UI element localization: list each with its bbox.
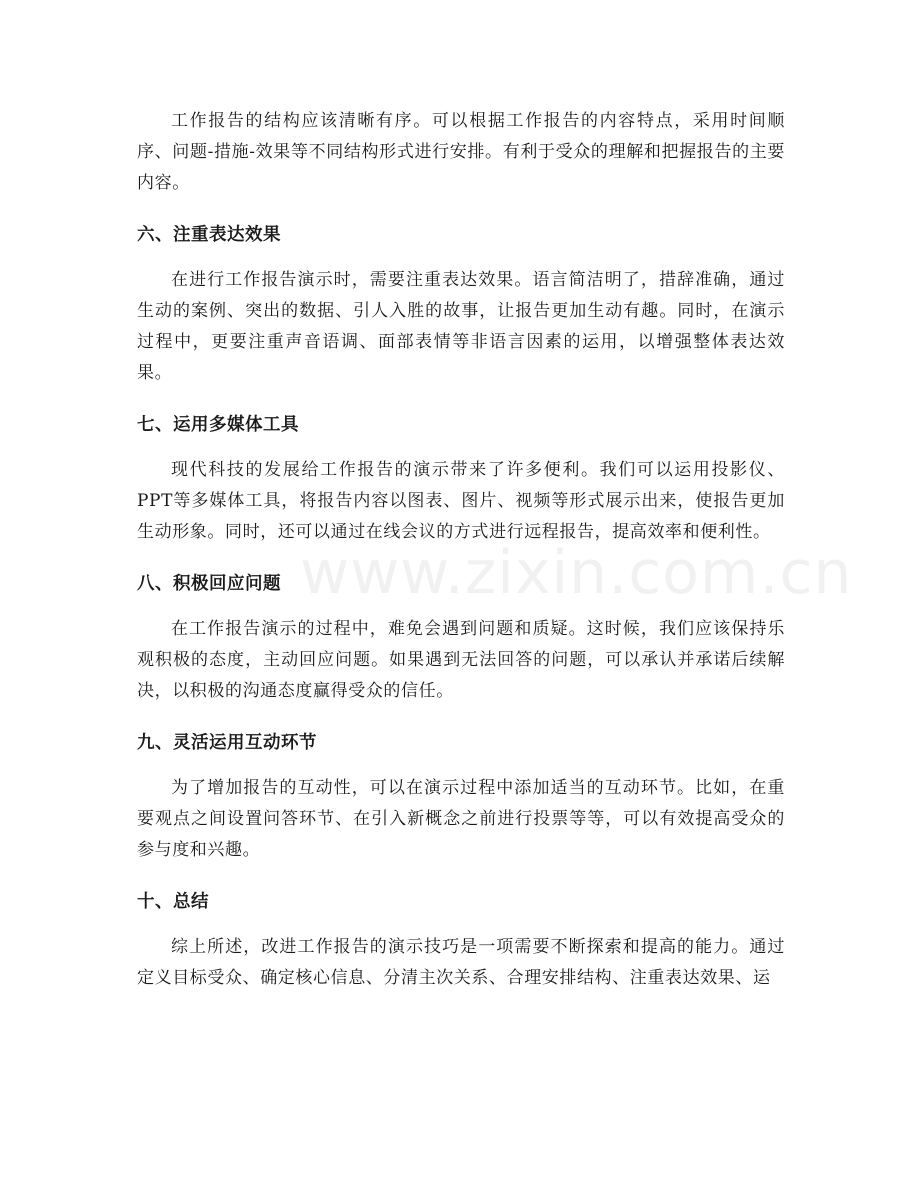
paragraph-section-10: 综上所述，改进工作报告的演示技巧是一项需要不断探索和提高的能力。通过定义目标受众、确定核心信息、分清主次关系、合理安排结构、注重表达效果、运 — [137, 937, 785, 988]
heading-section-6: 六、注重表达效果 — [137, 225, 281, 245]
document-body — [137, 106, 785, 994]
paragraph-section-8: 在工作报告演示的过程中，难免会遇到问题和质疑。这时候，我们应该保持乐观积极的态度，主动回应问题。如果遇到无法回答的问题，可以承认并承诺后续解决，以积极的沟通态度赢得受众的信任。 — [137, 619, 785, 701]
paragraph-section-7: 现代科技的发展给工作报告的演示带来了许多便利。我们可以运用投影仪、PPT等多媒体工具，将报告内容以图表、图片、视频等形式展示出来，使报告更加生动形象。同时，还可以通过在线会议的方式进行远程报告，提高效率和便利性。 — [137, 460, 785, 542]
heading-section-9: 九、灵活运用互动环节 — [137, 733, 317, 753]
paragraph-section-6: 在进行工作报告演示时，需要注重表达效果。语言简洁明了，措辞准确，通过生动的案例、突出的数据、引人入胜的故事，让报告更加生动有趣。同时，在演示过程中，更要注重声音语调、面部表情等非语言因素的运用，以增强整体表达效果。 — [137, 270, 785, 383]
paragraph-structure: 工作报告的结构应该清晰有序。可以根据工作报告的内容特点，采用时间顺序、问题-措施-效果等不同结构形式进行安排。有利于受众的理解和把握报告的主要内容。 — [137, 111, 785, 193]
watermark: www.zixin.com.cn — [300, 538, 853, 608]
heading-section-10: 十、总结 — [137, 892, 209, 912]
heading-section-8: 八、积极回应问题 — [137, 574, 281, 594]
heading-section-7: 七、运用多媒体工具 — [137, 415, 299, 435]
paragraph-section-9: 为了增加报告的互动性，可以在演示过程中添加适当的互动环节。比如，在重要观点之间设置问答环节、在引入新概念之前进行投票等等，可以有效提高受众的参与度和兴趣。 — [137, 778, 785, 860]
